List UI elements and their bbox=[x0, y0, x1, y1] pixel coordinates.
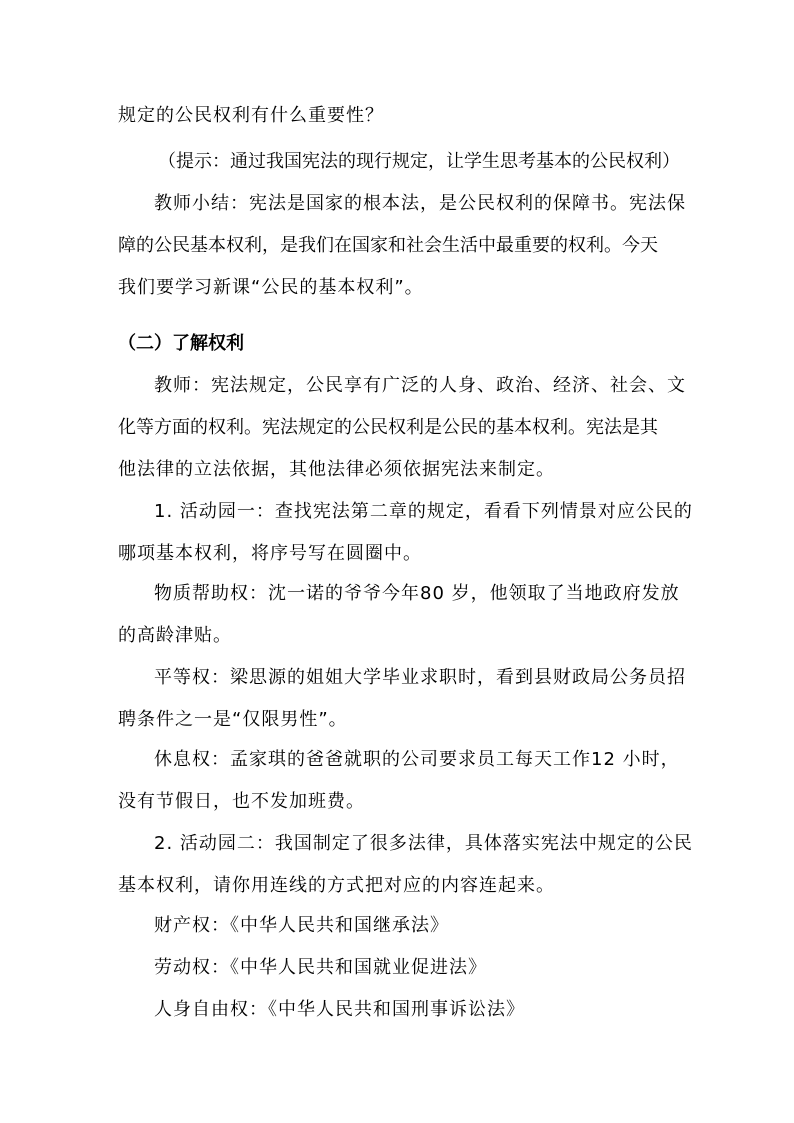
text-line: 人身自由权：《中华人民共和国刑事诉讼法》 bbox=[154, 999, 525, 1020]
text-line: 哪项基本权利，将序号写在圆圈中。 bbox=[118, 543, 422, 564]
text-line: 他法律的立法依据，其他法律必须依据宪法来制定。 bbox=[118, 459, 555, 480]
text-line: 教师：宪法规定，公民享有广泛的人身、政治、经济、社会、文 bbox=[154, 375, 686, 396]
text-line: 1. 活动园一：查找宪法第二章的规定，看看下列情景对应公民的 bbox=[154, 501, 693, 522]
hint-line: （提示：通过我国宪法的现行规定，让学生思考基本的公民权利） bbox=[158, 151, 680, 172]
section-heading: （二）了解权利 bbox=[118, 333, 244, 354]
text-line: 平等权：梁思源的姐姐大学毕业求职时，看到县财政局公务员招 bbox=[154, 667, 686, 688]
text-line: 2. 活动园二：我国制定了很多法律，具体落实宪法中规定的公民 bbox=[154, 833, 693, 854]
text-line: 财产权：《中华人民共和国继承法》 bbox=[154, 915, 449, 936]
text-line: 的高龄津贴。 bbox=[118, 625, 232, 646]
text-line: 障的公民基本权利，是我们在国家和社会生活中最重要的权利。今天 bbox=[118, 235, 658, 256]
text-line: 休息权：孟家琪的爸爸就职的公司要求员工每天工作12 小时， bbox=[154, 749, 680, 770]
text-line: 化等方面的权利。宪法规定的公民权利是公民的基本权利。宪法是其 bbox=[118, 417, 658, 438]
text-line: 聘条件之一是“仅限男性”。 bbox=[118, 709, 348, 730]
text-line: 规定的公民权利有什么重要性？ bbox=[118, 105, 384, 126]
text-line: 劳动权：《中华人民共和国就业促进法》 bbox=[154, 957, 487, 978]
text-line: 没有节假日，也不发加班费。 bbox=[118, 791, 365, 812]
text-line: 物质帮助权：沈一诺的爷爷今年80 岁，他领取了当地政府发放 bbox=[154, 583, 680, 604]
text-line: 教师小结：宪法是国家的根本法，是公民权利的保障书。宪法保 bbox=[154, 193, 686, 214]
text-line: 我们要学习新课“公民的基本权利”。 bbox=[118, 277, 424, 298]
text-line: 基本权利，请你用连线的方式把对应的内容连起来。 bbox=[118, 875, 555, 896]
